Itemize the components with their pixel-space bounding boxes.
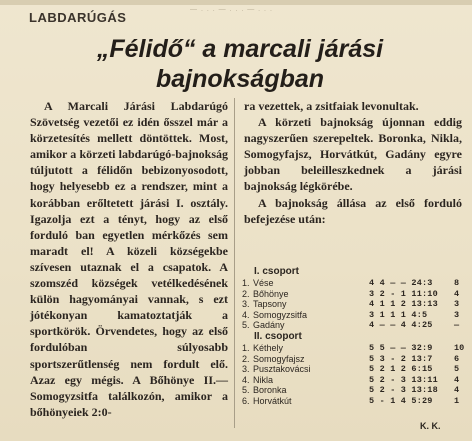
headline-line-1: „Félidő“ a marcali járási [96,35,384,63]
table-row: 1. Kéthely 5 5 — — 32:9 10 [242,342,465,353]
group-heading: II. csoport [254,330,302,342]
group-heading: I. csoport [254,266,300,277]
table-row: 6. Horvátkút 5 - 1 4 5:29 1 [242,395,460,406]
table-row: 5. Boronka 5 2 - 3 13:18 4 [242,385,460,396]
top-edge [0,0,472,5]
right-paragraph-2: A körzeti bajnokság újonnan eddig nagyszerűen szerepeltek. Boronka, Nikla, Somogyfajsz, Horvátkút, Gadány egyre jobban beleilleszkednek a járási bajnokság légkörébe. [244,115,462,194]
article-left-column: A Marcali Járási Labdarúgó Szövetség vezetői ez idén ősszel már a körzetesítés mellett döntöttek. Most, amikor a körzeti labdarúgó-bajnokság túljutott a félidőn bebizonyosodott, hogy helyesebb ez a rendszer, mint a korábban erőltetett járási I. osztály. Igazolja ezt a tényt, hogy az első forduló ban egyetlen mérkőzés sem maradt el! A közeli községekbe szívesen utaznak el a csapatok. A szomszéd községek vetélkedésének külön hagyományai vannak, s ezt jótékonyan kamatoztatják a sportkörök. Örvendetes, hogy az első fordulóban súlyosabb sportszerűtlenség nem fordult elő. Azaz egy mégis. A Bőhönye II.—Somogyzsitfa találkozón, amikor a bőhönyeiek 2:0- [30,99,228,419]
bleed-through-text: — . . . — . . . — . . . [190,6,273,13]
table-row: 3. Pusztakovácsi 5 2 1 2 6:15 5 [242,364,460,375]
table-row: 4. Nikla 5 2 - 3 13:11 4 [242,374,460,385]
table-row: 1. Vése 4 4 — — 24:3 8 [242,278,460,288]
table-row: 2. Bőhönye 3 2 - 1 11:10 4 [242,288,460,299]
right-paragraph-3: A bajnokság állása az első forduló befejezése után: [244,195,462,226]
author-signature: K. K. [420,421,441,431]
standings-table [240,266,465,407]
article-right-column [244,98,462,227]
headline-line-2: bajnokságban [155,65,325,93]
right-paragraph-1: ra vezettek, a zsitfaiak levonultak. [244,99,419,113]
table-row: 2. Somogyfajsz 5 3 - 2 13:7 6 [242,353,460,364]
table-row: 4. Somogyzsitfa 3 1 1 1 4:5 3 [242,309,460,320]
table-row: 5. Gadány 4 — — 4 4:25 — [242,320,460,331]
column-divider [234,98,235,428]
headline [20,34,460,94]
table-row: 3. Tapsony 4 1 1 2 13:13 3 [242,299,460,310]
section-label: LABDARÚGÁS [29,10,127,25]
